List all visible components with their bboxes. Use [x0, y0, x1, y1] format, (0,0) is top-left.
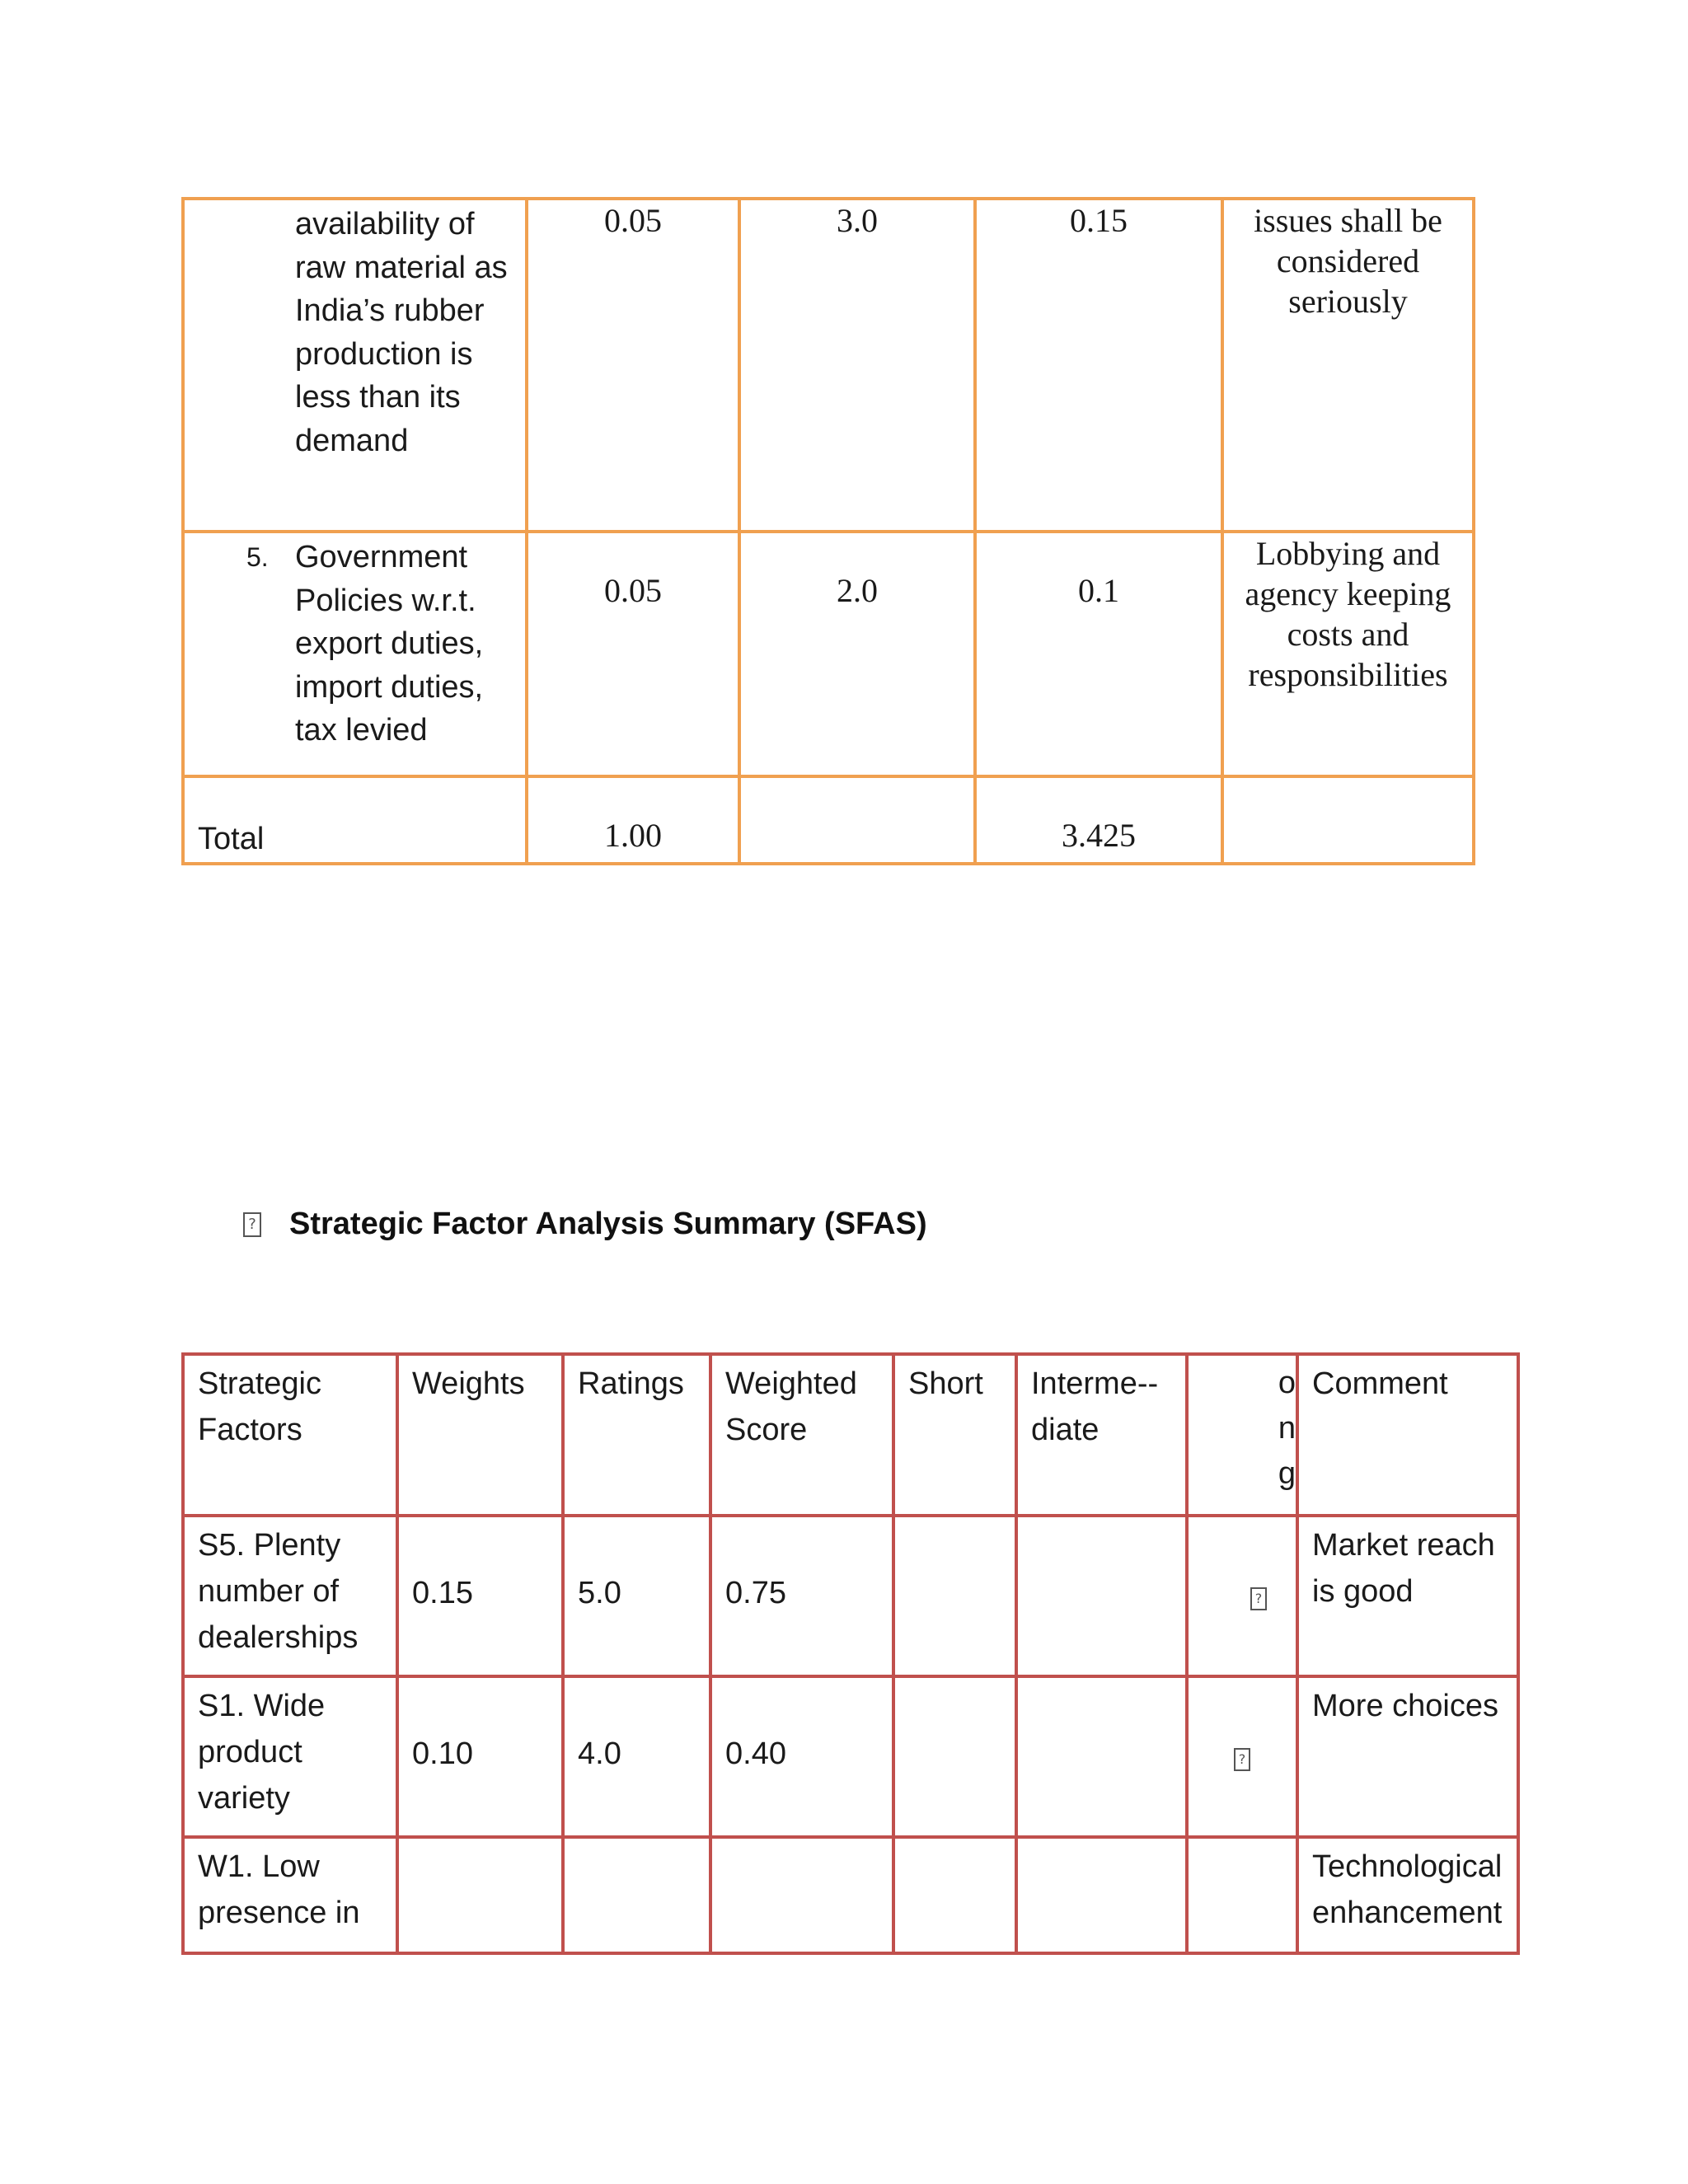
header-long-char: n: [1278, 1411, 1296, 1446]
header-weights: Weights: [397, 1354, 563, 1516]
header-long: [1187, 1354, 1297, 1516]
header-long-char: g: [1278, 1456, 1296, 1491]
rating-cell: 3.0: [739, 199, 975, 532]
factor-cell: [183, 532, 527, 776]
factor-cell: [183, 199, 527, 532]
sfas-heading: [243, 1207, 927, 1242]
short-cell: [893, 1516, 1016, 1676]
weight-cell: [397, 1837, 563, 1953]
header-long-char: o: [1278, 1366, 1296, 1400]
rating-cell: 2.0: [739, 532, 975, 776]
table-row: [183, 1676, 1518, 1837]
comment-cell: Technological enhancement: [1297, 1837, 1518, 1953]
comment-cell: Market reach is good: [1297, 1516, 1518, 1676]
rating-cell: 4.0: [563, 1676, 710, 1837]
comment-cell: issues shall be considered seriously: [1222, 199, 1474, 532]
long-cell: [1187, 1676, 1297, 1837]
table-row: [183, 1837, 1518, 1953]
check-icon: ?: [1234, 1748, 1250, 1771]
total-weighted-score: 3.425: [975, 776, 1222, 864]
weighted-score-cell: 0.40: [710, 1676, 893, 1837]
short-cell: [893, 1676, 1016, 1837]
factor-text: availability of raw material as India’s rubber production is less than its demand: [295, 207, 508, 458]
header-short: Short: [893, 1354, 1016, 1516]
section-title: Strategic Factor Analysis Summary (SFAS): [289, 1207, 927, 1241]
factor-text: Government Policies w.r.t. export duties, import duties, tax levied: [295, 540, 484, 748]
header-ratings: Ratings: [563, 1354, 710, 1516]
sfas-table: [181, 1352, 1520, 1955]
table-row: [183, 1516, 1518, 1676]
weighted-score-cell: [710, 1837, 893, 1953]
empty-cell: [739, 776, 975, 864]
total-label: Total: [183, 776, 527, 864]
header-factors: Strategic Factors: [183, 1354, 397, 1516]
weighted-score-cell: 0.15: [975, 199, 1222, 532]
weight-cell: 0.05: [527, 199, 739, 532]
long-cell: [1187, 1516, 1297, 1676]
empty-cell: [1222, 776, 1474, 864]
weight-cell: 0.05: [527, 532, 739, 776]
total-row: [183, 776, 1474, 864]
factor-number: 5.: [246, 542, 269, 572]
short-cell: [893, 1837, 1016, 1953]
long-cell: [1187, 1837, 1297, 1953]
weighted-score-cell: 0.75: [710, 1516, 893, 1676]
comment-cell: Lobbying and agency keeping costs and responsibilities: [1222, 532, 1474, 776]
factor-cell: W1. Low presence in: [183, 1837, 397, 1953]
weight-cell: 0.15: [397, 1516, 563, 1676]
intermediate-cell: [1016, 1676, 1187, 1837]
weight-cell: 0.10: [397, 1676, 563, 1837]
check-icon: ?: [1250, 1587, 1267, 1610]
rating-cell: 5.0: [563, 1516, 710, 1676]
efas-table: [181, 197, 1475, 865]
weighted-score-cell: 0.1: [975, 532, 1222, 776]
factor-cell: S5. Plenty number of dealerships: [183, 1516, 397, 1676]
total-weight: 1.00: [527, 776, 739, 864]
table-row: [183, 532, 1474, 776]
table-row: [183, 199, 1474, 532]
bullet-icon: ?: [243, 1212, 261, 1237]
factor-cell: S1. Wide product variety: [183, 1676, 397, 1837]
comment-cell: More choices: [1297, 1676, 1518, 1837]
rating-cell: [563, 1837, 710, 1953]
header-weighted-score: Weighted Score: [710, 1354, 893, 1516]
header-row: [183, 1354, 1518, 1516]
intermediate-cell: [1016, 1837, 1187, 1953]
header-intermediate: Interme-- diate: [1016, 1354, 1187, 1516]
intermediate-cell: [1016, 1516, 1187, 1676]
header-comment: Comment: [1297, 1354, 1518, 1516]
